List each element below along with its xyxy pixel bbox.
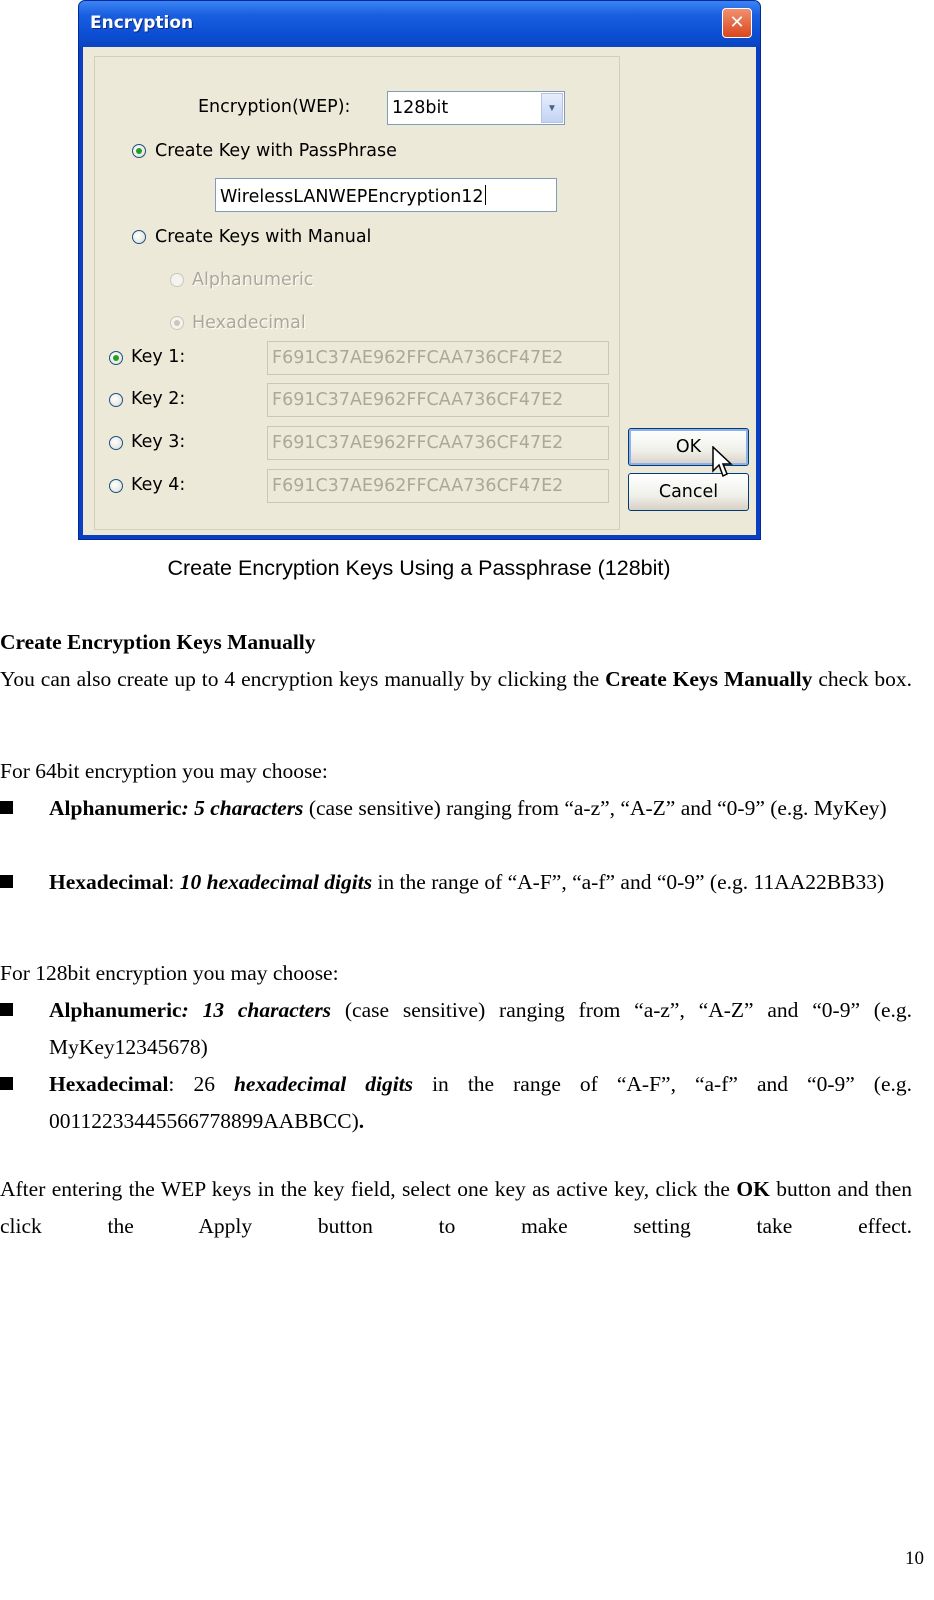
key4-value: F691C37AE962FFCAA736CF47E2	[272, 476, 564, 496]
alphanumeric-label: Alphanumeric	[192, 270, 314, 290]
intro-tail: check box.	[812, 667, 912, 691]
key3-input[interactable]	[267, 426, 609, 460]
bit64-hex-item	[0, 864, 912, 901]
closing-paragraph	[0, 1171, 912, 1245]
key2-input[interactable]	[267, 383, 609, 417]
bit128-hex-item	[0, 1066, 912, 1140]
encryption-label: Encryption(WEP):	[198, 97, 351, 117]
key4-radio[interactable]	[109, 479, 123, 493]
key3-label[interactable]: Key 3:	[131, 432, 186, 452]
number: 26	[193, 1072, 234, 1096]
close-icon: ✕	[729, 12, 745, 33]
bullet-square-icon	[0, 1003, 13, 1016]
key1-label[interactable]: Key 1:	[131, 347, 186, 367]
passphrase-radio-label[interactable]: Create Key with PassPhrase	[155, 141, 397, 161]
count: 10 hexadecimal digits	[179, 870, 373, 894]
colon: :	[181, 796, 189, 820]
count: 13 characters	[188, 998, 332, 1022]
key2-label[interactable]: Key 2:	[131, 389, 186, 409]
bit128-heading: For 128bit encryption you may choose:	[0, 961, 339, 985]
colon: :	[168, 1072, 194, 1096]
key4-input[interactable]	[267, 469, 609, 503]
ok-button[interactable]: OK	[628, 428, 749, 466]
term: Alphanumeric	[49, 998, 182, 1022]
term: Alphanumeric	[49, 796, 182, 820]
colon: :	[168, 870, 180, 894]
cancel-button[interactable]: Cancel	[628, 473, 749, 511]
closing-tail: button and then click the Apply button to make setting take effect.	[0, 1177, 912, 1238]
count: 5 characters	[188, 796, 304, 820]
mouse-cursor-icon	[712, 446, 734, 480]
bit128-alpha-item	[0, 992, 912, 1066]
hexadecimal-label: Hexadecimal	[192, 313, 306, 333]
intro-text: You can also create up to 4 encryption keys manually by clicking the	[0, 667, 606, 691]
passphrase-input[interactable]	[215, 178, 557, 212]
dialog-titlebar[interactable]	[79, 1, 760, 47]
encryption-select[interactable]	[387, 91, 565, 125]
passphrase-value: WirelessLANWEPEncryption12	[220, 187, 484, 207]
key4-label[interactable]: Key 4:	[131, 475, 186, 495]
manual-radio[interactable]	[132, 230, 146, 244]
page-number: 10	[905, 1548, 924, 1569]
colon: :	[181, 998, 189, 1022]
end: .	[358, 1109, 365, 1133]
encryption-dialog	[78, 0, 761, 540]
key1-radio[interactable]	[109, 351, 123, 365]
term: Hexadecimal	[49, 1072, 169, 1096]
closing-text: After entering the WEP keys in the key field, select one key as active key, click the	[0, 1177, 737, 1201]
key1-input[interactable]	[267, 341, 609, 375]
bullet-square-icon	[0, 1077, 13, 1090]
figure-caption: Create Encryption Keys Using a Passphrase (128bit)	[167, 556, 671, 580]
closing-bold: OK	[736, 1177, 770, 1201]
passphrase-radio[interactable]	[132, 144, 146, 158]
rest: in the range of “A-F”, “a-f” and “0-9” (e.g. 00112233445566778899AABBCC)	[49, 1072, 913, 1133]
close-button[interactable]	[722, 8, 752, 38]
section-heading: Create Encryption Keys Manually	[0, 630, 316, 654]
rest: (case sensitive) ranging from “a-z”, “A-Z” and “0-9” (e.g. MyKey12345678)	[49, 998, 912, 1059]
dialog-title: Encryption	[90, 13, 194, 33]
key3-value: F691C37AE962FFCAA736CF47E2	[272, 433, 564, 453]
key2-value: F691C37AE962FFCAA736CF47E2	[272, 390, 564, 410]
bit64-heading: For 64bit encryption you may choose:	[0, 759, 328, 783]
term: Hexadecimal	[49, 870, 169, 894]
bullet-square-icon	[0, 875, 13, 888]
hexadecimal-radio	[170, 316, 184, 330]
dialog-client	[83, 47, 756, 535]
key1-value: F691C37AE962FFCAA736CF47E2	[272, 348, 564, 368]
rest: in the range of “A-F”, “a-f” and “0-9” (e.g. 11AA22BB33)	[372, 870, 885, 894]
key2-radio[interactable]	[109, 393, 123, 407]
intro-bold: Create Keys Manually	[605, 667, 813, 691]
bit64-alpha-item	[0, 790, 912, 827]
text-caret	[485, 185, 486, 205]
rest: (case sensitive) ranging from “a-z”, “A-Z” and “0-9” (e.g. MyKey)	[303, 796, 887, 820]
chevron-down-icon[interactable]: ▼	[541, 93, 563, 123]
intro-paragraph	[0, 661, 912, 698]
alphanumeric-radio	[170, 273, 184, 287]
count: hexadecimal digits	[233, 1072, 414, 1096]
manual-radio-label[interactable]: Create Keys with Manual	[155, 227, 372, 247]
bullet-square-icon	[0, 801, 13, 814]
encryption-select-value: 128bit	[392, 98, 449, 118]
key3-radio[interactable]	[109, 436, 123, 450]
